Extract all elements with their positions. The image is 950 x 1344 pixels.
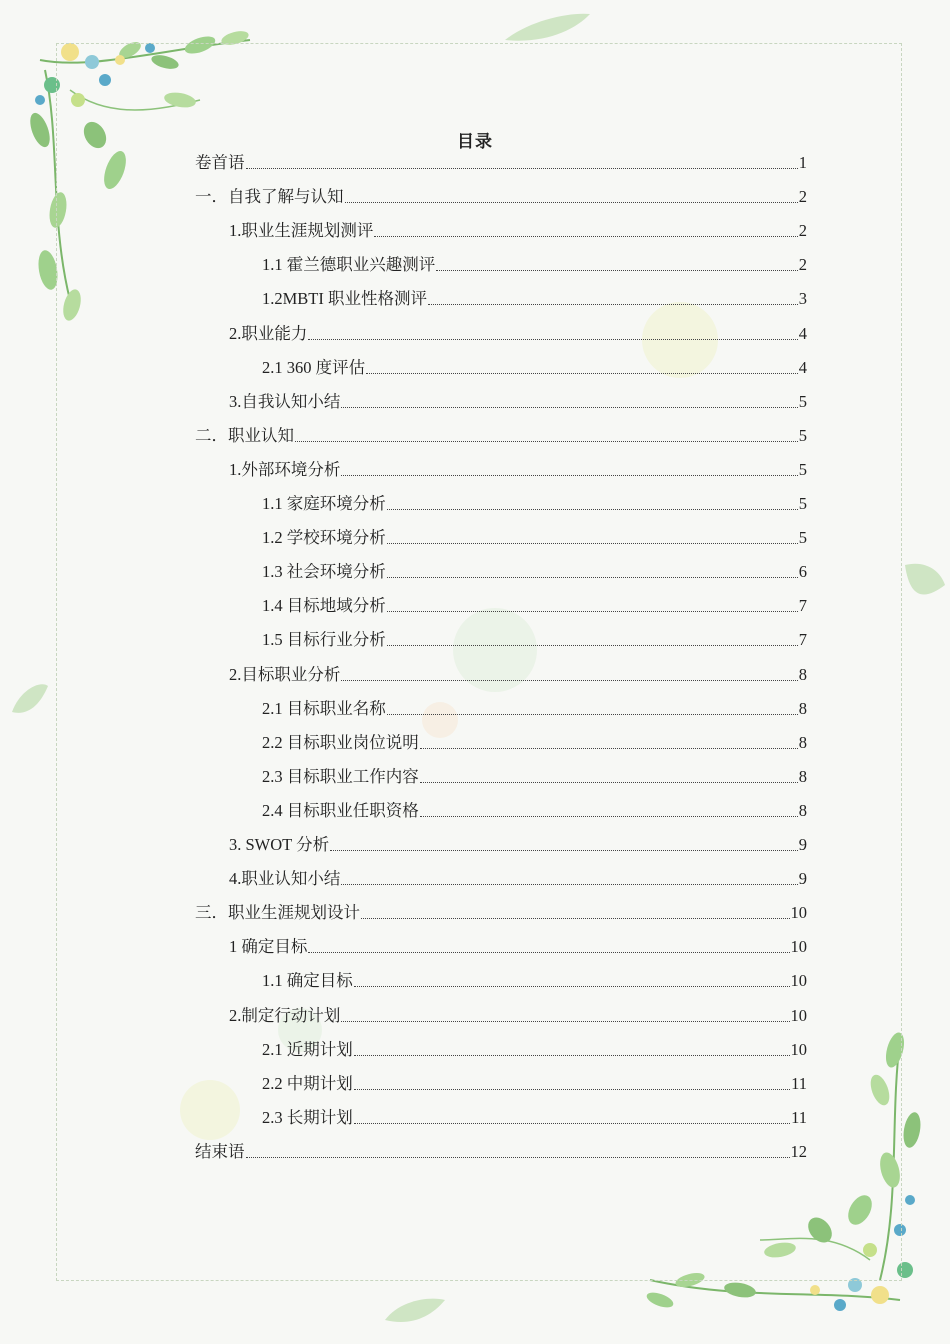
toc-entry[interactable] [229, 458, 807, 482]
toc-entry[interactable] [229, 833, 807, 857]
toc-dot-leader [341, 679, 797, 681]
toc-entry-page-number: 5 [798, 528, 807, 547]
toc-entry[interactable] [262, 799, 807, 823]
toc-entry-page-number: 3 [798, 289, 807, 308]
toc-entry-label: 2.2 目标职业岗位说明 [262, 733, 419, 752]
toc-entry[interactable] [195, 901, 807, 925]
toc-entry-label: 2.1 360 度评估 [262, 358, 366, 377]
toc-entry[interactable] [262, 1106, 807, 1130]
toc-entry-label: 1.5 目标行业分析 [262, 630, 386, 649]
toc-entry-page-number: 10 [790, 937, 807, 956]
toc-entry-label: 1.外部环境分析 [229, 460, 341, 479]
toc-entry-label: 1.2MBTI 职业性格测评 [262, 289, 427, 308]
toc-entry-label: 2.1 近期计划 [262, 1040, 353, 1059]
toc-entry[interactable] [229, 322, 807, 346]
toc-entry-page-number: 5 [798, 392, 807, 411]
toc-entry-page-number: 11 [791, 1108, 807, 1127]
toc-dot-leader [366, 372, 798, 374]
toc-entry-page-number: 8 [798, 767, 807, 786]
toc-entry[interactable] [262, 526, 807, 550]
toc-entry-label: 2.4 目标职业任职资格 [262, 801, 419, 820]
toc-entry-page-number: 1 [798, 153, 807, 172]
toc-entry-page-number: 11 [791, 1074, 807, 1093]
toc-entry-page-number: 10 [790, 1040, 807, 1059]
toc-entry-page-number: 2 [798, 255, 807, 274]
toc-dot-leader [387, 610, 798, 612]
toc-entry-page-number: 8 [798, 801, 807, 820]
toc-entry-page-number: 2 [798, 221, 807, 240]
toc-dot-leader [387, 508, 798, 510]
toc-dot-leader [341, 474, 797, 476]
toc-entry-label: 2.职业能力 [229, 324, 308, 343]
toc-entry-label: 4.职业认知小结 [229, 869, 341, 888]
toc-entry-page-number: 8 [798, 699, 807, 718]
toc-entry-label: 1.1 霍兰德职业兴趣测评 [262, 255, 436, 274]
toc-entry[interactable] [195, 1140, 807, 1164]
toc-entry[interactable] [229, 219, 807, 243]
toc-entry-label: 2.3 目标职业工作内容 [262, 767, 419, 786]
toc-entry-page-number: 4 [798, 358, 807, 377]
toc-entry[interactable] [262, 560, 807, 584]
toc-entry-page-number: 7 [798, 630, 807, 649]
toc-entry-label: 卷首语 [195, 153, 245, 172]
toc-entry[interactable] [195, 151, 807, 175]
toc-entry-page-number: 7 [798, 596, 807, 615]
toc-dot-leader [387, 576, 798, 578]
toc-entry-label: 1.2 学校环境分析 [262, 528, 386, 547]
toc-entry[interactable] [229, 1004, 807, 1028]
toc-entry[interactable] [262, 969, 807, 993]
toc-entry-label: 一．自我了解与认知 [195, 187, 344, 206]
toc-entry-label: 3. SWOT 分析 [229, 835, 330, 854]
toc-entry-page-number: 4 [798, 324, 807, 343]
toc-entry[interactable] [195, 185, 807, 209]
toc-entry-label: 1.1 确定目标 [262, 971, 353, 990]
toc-dot-leader [246, 167, 798, 169]
toc-entry-label: 2.目标职业分析 [229, 665, 341, 684]
toc-entry-label: 2.3 长期计划 [262, 1108, 353, 1127]
toc-dot-leader [420, 747, 798, 749]
toc-entry[interactable] [262, 594, 807, 618]
toc-dot-leader [387, 542, 798, 544]
toc-dot-leader [308, 338, 797, 340]
toc-entry[interactable] [262, 628, 807, 652]
toc-dot-leader [420, 781, 798, 783]
toc-dot-leader [330, 849, 798, 851]
toc-entry-page-number: 5 [798, 426, 807, 445]
toc-entry-page-number: 5 [798, 494, 807, 513]
toc-dot-leader [354, 1088, 790, 1090]
toc-dot-leader [308, 951, 789, 953]
toc-entry-page-number: 8 [798, 733, 807, 752]
toc-entry-page-number: 2 [798, 187, 807, 206]
toc-entry[interactable] [262, 1072, 807, 1096]
toc-entry[interactable] [262, 356, 807, 380]
toc-entry-page-number: 8 [798, 665, 807, 684]
toc-entry-label: 三．职业生涯规划设计 [195, 903, 360, 922]
toc-entry[interactable] [229, 935, 807, 959]
toc-dot-leader [354, 1122, 790, 1124]
toc-title: 目录 [457, 132, 493, 152]
toc-entry-page-number: 5 [798, 460, 807, 479]
toc-dot-leader [436, 269, 798, 271]
toc-entry-label: 结束语 [195, 1142, 245, 1161]
toc-dot-leader [374, 235, 797, 237]
toc-entry[interactable] [262, 1038, 807, 1062]
toc-entry[interactable] [262, 253, 807, 277]
toc-dot-leader [387, 713, 798, 715]
toc-dot-leader [341, 883, 797, 885]
toc-entry-label: 1.3 社会环境分析 [262, 562, 386, 581]
toc-dot-leader [345, 201, 798, 203]
toc-dot-leader [341, 406, 797, 408]
toc-entry-label: 1 确定目标 [229, 937, 308, 956]
toc-dot-leader [246, 1156, 790, 1158]
toc-entry-page-number: 6 [798, 562, 807, 581]
toc-entry-page-number: 9 [798, 835, 807, 854]
toc-entry[interactable] [262, 492, 807, 516]
toc-entry-label: 1.1 家庭环境分析 [262, 494, 386, 513]
toc-entry[interactable] [195, 424, 807, 448]
toc-entry[interactable] [229, 663, 807, 687]
toc-entry-label: 2.2 中期计划 [262, 1074, 353, 1093]
toc-dot-leader [428, 303, 798, 305]
toc-entry[interactable] [262, 287, 807, 311]
toc-entry-page-number: 10 [790, 903, 807, 922]
toc-entry-label: 1.4 目标地域分析 [262, 596, 386, 615]
toc-entry-page-number: 12 [790, 1142, 807, 1161]
toc-entry[interactable] [262, 697, 807, 721]
toc-dot-leader [354, 985, 790, 987]
toc-entry[interactable] [262, 731, 807, 755]
toc-entry-label: 二．职业认知 [195, 426, 294, 445]
toc-entry-label: 1.职业生涯规划测评 [229, 221, 374, 240]
toc-entry-label: 2.1 目标职业名称 [262, 699, 386, 718]
toc-entry[interactable] [262, 765, 807, 789]
toc-dot-leader [295, 440, 798, 442]
toc-dot-leader [354, 1054, 790, 1056]
toc-entry-page-number: 10 [790, 1006, 807, 1025]
toc-entry-label: 2.制定行动计划 [229, 1006, 341, 1025]
toc-entry-page-number: 10 [790, 971, 807, 990]
toc-entry-label: 3.自我认知小结 [229, 392, 341, 411]
toc-dot-leader [361, 917, 790, 919]
toc-dot-leader [341, 1020, 789, 1022]
toc-entry[interactable] [229, 390, 807, 414]
toc-dot-leader [420, 815, 798, 817]
toc-entry-page-number: 9 [798, 869, 807, 888]
toc-dot-leader [387, 644, 798, 646]
toc-entry[interactable] [229, 867, 807, 891]
